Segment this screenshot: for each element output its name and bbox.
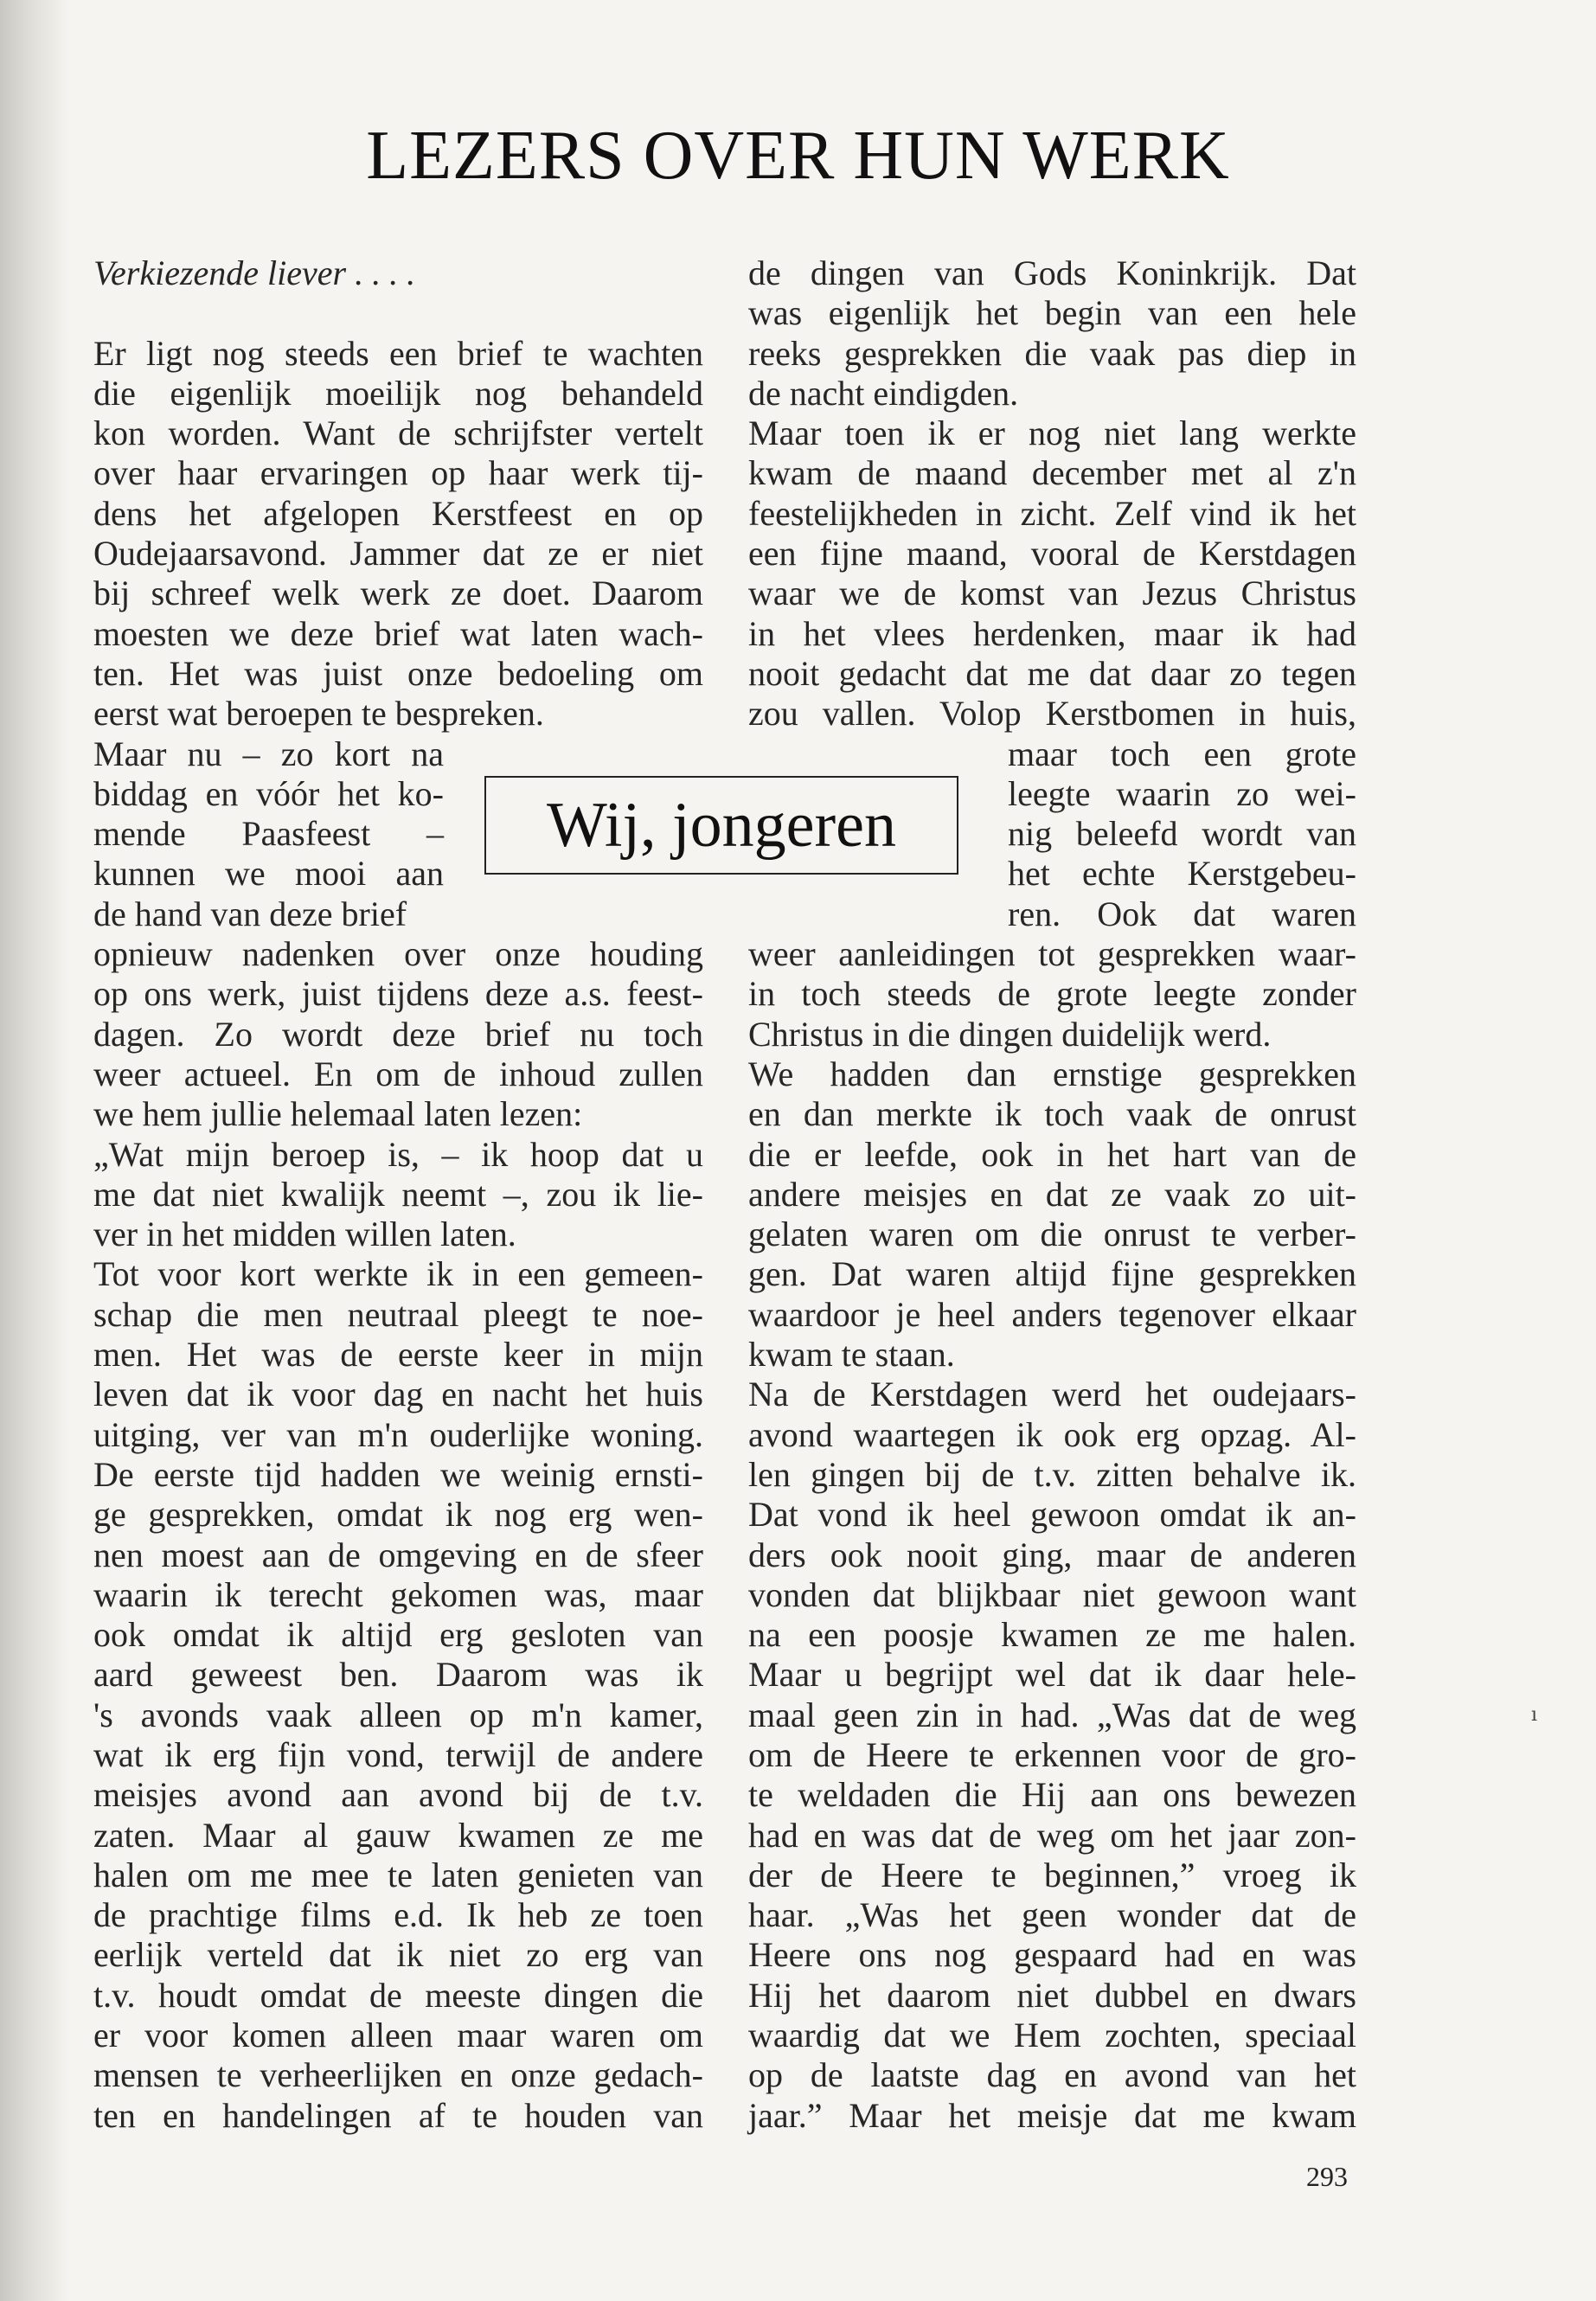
text-line: jaar.” Maar het meisje dat me kwam [748, 2095, 1356, 2135]
text-line: avond waartegen ik ook erg opzag. Al- [748, 1414, 1356, 1454]
text-line: We hadden dan ernstige gesprekken [748, 1054, 1356, 1093]
text-line: na een poosje kwamen ze me halen. [748, 1615, 1356, 1655]
text-line: reeks gesprekken die vaak pas diep in [748, 333, 1356, 373]
text-line: „Wat mijn beroep is, – ik hoop dat u [93, 1134, 703, 1174]
text-line: len gingen bij de t.v. zitten behalve ik. [748, 1454, 1356, 1494]
text-line: wat ik erg fijn vond, terwijl de andere [93, 1734, 703, 1774]
text-line: Na de Kerstdagen werd het oudejaars- [748, 1375, 1356, 1414]
text-line: ten en handelingen af te houden van [93, 2095, 703, 2135]
left-column [93, 253, 703, 2136]
text-line: mensen te verheerlijken en onze gedach- [93, 2055, 703, 2095]
text-line: t.v. houdt omdat de meeste dingen die [93, 1975, 703, 2015]
text-line: in toch steeds de grote leegte zonder [748, 974, 1356, 1014]
right-column [748, 253, 1356, 2136]
text-line: te weldaden die Hij aan ons bewezen [748, 1775, 1356, 1815]
text-line: weer aanleidingen tot gesprekken waar- [748, 934, 1356, 974]
text-line: ten. Het was juist onze bedoeling om [93, 653, 703, 693]
text-line: halen om me mee te laten genieten van [93, 1855, 703, 1894]
paragraph-line-end: we hem jullie helemaal laten lezen: [93, 1094, 583, 1134]
paragraph-lines-narrow [93, 734, 444, 894]
text-line: maal geen zin in had. „Was dat de weg [748, 1695, 1356, 1734]
paragraph-lines [748, 1054, 1356, 1335]
text-line: ren. Ook dat waren [1008, 894, 1356, 933]
text-line: er voor komen alleen maar waren om [93, 2016, 703, 2055]
paragraph-lines [93, 934, 703, 1094]
page-title: LEZERS OVER HUN WERK [366, 118, 1230, 194]
text-line: mende Paasfeest – [93, 814, 444, 854]
text-line: Oudejaarsavond. Jammer dat ze er niet [93, 534, 703, 574]
text-line: Maar u begrijpt wel dat ik daar hele- [748, 1655, 1356, 1695]
text-line: weer actueel. En om de inhoud zullen [93, 1054, 703, 1093]
text-line: de dingen van Gods Koninkrijk. Dat [748, 253, 1356, 292]
paragraph-lines [748, 1375, 1356, 2136]
text-line: waardig dat we Hem zochten, speciaal [748, 2016, 1356, 2055]
text-line: aard geweest ben. Daarom was ik [93, 1655, 703, 1695]
text-line: dens het afgelopen Kerstfeest en op [93, 493, 703, 533]
text-line: leegte waarin zo wei- [1008, 773, 1356, 813]
paragraph-lines [748, 413, 1356, 734]
paragraph-lines [93, 1254, 703, 2136]
text-line: der de Heere te beginnen,” vroeg ik [748, 1855, 1356, 1894]
paragraph-lines [748, 934, 1356, 1015]
text-line: Tot voor kort werkte ik in een gemeen- [93, 1254, 703, 1294]
paragraph-lines [748, 253, 1356, 374]
text-line: andere meisjes en dat ze vaak zo uit- [748, 1174, 1356, 1214]
paragraph-line-end: Christus in die dingen duidelijk werd. [748, 1014, 1272, 1054]
text-line: nen moest aan de omgeving en de sfeer [93, 1535, 703, 1574]
paragraph-line-end: eerst wat beroepen te bespreken. [93, 694, 544, 734]
text-line: een fijne maand, vooral de Kerstdagen [748, 534, 1356, 574]
text-line: moesten we deze brief wat laten wach- [93, 613, 703, 653]
text-line: in het vlees herdenken, maar ik had [748, 613, 1356, 653]
text-line: vonden dat blijkbaar niet gewoon want [748, 1574, 1356, 1614]
text-line: ook omdat ik altijd erg gesloten van [93, 1615, 703, 1655]
text-line: en dan merkte ik toch vaak de onrust [748, 1094, 1356, 1134]
text-line: op de laatste dag en avond van het [748, 2055, 1356, 2095]
text-line: nooit gedacht dat me dat daar zo tegen [748, 653, 1356, 693]
paragraph-lines-narrow [1008, 734, 1356, 934]
text-line: uitging, ver van m'n ouderlijke woning. [93, 1414, 703, 1454]
text-line: Maar toen ik er nog niet lang werkte [748, 413, 1356, 453]
text-line: bij schreef welk werk ze doet. Daarom [93, 574, 703, 613]
text-line: om de Heere te erkennen voor de gro- [748, 1734, 1356, 1774]
text-line: op ons werk, juist tijdens deze a.s. feest- [93, 974, 703, 1014]
text-line: de prachtige films e.d. Ik heb ze toen [93, 1895, 703, 1935]
text-line: over haar ervaringen op haar werk tij- [93, 453, 703, 493]
text-line: 's avonds vaak alleen op m'n kamer, [93, 1695, 703, 1734]
paragraph-line-end: ver in het midden willen laten. [93, 1215, 516, 1254]
text-line: haar. „Was het geen wonder dat de [748, 1895, 1356, 1935]
text-line: waardoor je heel anders tegenover elkaar [748, 1294, 1356, 1334]
text-line: opnieuw nadenken over onze houding [93, 934, 703, 974]
text-line: had en was dat de weg om het jaar zon- [748, 1815, 1356, 1855]
text-line: kon worden. Want de schrijfster vertelt [93, 413, 703, 453]
text-line: eerlijk verteld dat ik niet zo erg van [93, 1935, 703, 1975]
paragraph-line-end: de nacht eindigden. [748, 373, 1019, 413]
text-line: het echte Kerstgebeu- [1008, 854, 1356, 894]
section-title-box [484, 776, 958, 875]
text-line: meisjes avond aan avond bij de t.v. [93, 1775, 703, 1815]
text-line: die er leefde, ook in het hart van de [748, 1134, 1356, 1174]
text-line: me dat niet kwalijk neemt –, zou ik lie- [93, 1174, 703, 1214]
section-title: Wij, jongeren [547, 790, 896, 861]
margin-mark: ı [1531, 1704, 1538, 1726]
text-line: leven dat ik voor dag en nacht het huis [93, 1375, 703, 1414]
text-line: Er ligt nog steeds een brief te wachten [93, 333, 703, 373]
text-line: Maar nu – zo kort na [93, 734, 444, 773]
intro-heading: Verkiezende liever . . . . [93, 253, 416, 292]
text-line: dagen. Zo wordt deze brief nu toch [93, 1014, 703, 1054]
text-line: nig beleefd wordt van [1008, 814, 1356, 854]
spacer [93, 293, 703, 333]
text-line: ders ook nooit ging, maar de anderen [748, 1535, 1356, 1574]
text-line: biddag en vóór het ko- [93, 773, 444, 813]
text-line: men. Het was de eerste keer in mijn [93, 1335, 703, 1375]
text-line: gen. Dat waren altijd fijne gesprekken [748, 1254, 1356, 1294]
paragraph-lines [93, 1135, 703, 1215]
text-line: De eerste tijd hadden we weinig ernsti- [93, 1454, 703, 1494]
text-line: feestelijkheden in zicht. Zelf vind ik het [748, 493, 1356, 533]
text-line: Dat vond ik heel gewoon omdat ik an- [748, 1495, 1356, 1535]
text-line: waarin ik terecht gekomen was, maar [93, 1574, 703, 1614]
text-line: waar we de komst van Jezus Christus [748, 574, 1356, 613]
text-line: zaten. Maar al gauw kwamen ze me [93, 1815, 703, 1855]
text-line: zou vallen. Volop Kerstbomen in huis, [748, 694, 1356, 734]
text-line: gelaten waren om die onrust te verber- [748, 1215, 1356, 1254]
text-line: Heere ons nog gespaard had en was [748, 1935, 1356, 1975]
paragraph-line-end: kwam te staan. [748, 1335, 955, 1375]
paragraph-lines [93, 334, 703, 695]
text-line: die eigenlijk moeilijk nog behandeld [93, 373, 703, 413]
text-line: was eigenlijk het begin van een hele [748, 293, 1356, 333]
paragraph-line-end: de hand van deze brief [93, 894, 407, 933]
text-line: ge gesprekken, omdat ik nog erg wen- [93, 1495, 703, 1535]
text-line: kwam de maand december met al z'n [748, 453, 1356, 493]
page-number: 293 [1306, 2161, 1348, 2192]
text-line: maar toch een grote [1008, 734, 1356, 773]
page-spine-shadow [0, 0, 69, 2301]
text-line: schap die men neutraal pleegt te noe- [93, 1294, 703, 1334]
text-line: Hij het daarom niet dubbel en dwars [748, 1975, 1356, 2015]
text-line: kunnen we mooi aan [93, 854, 444, 894]
